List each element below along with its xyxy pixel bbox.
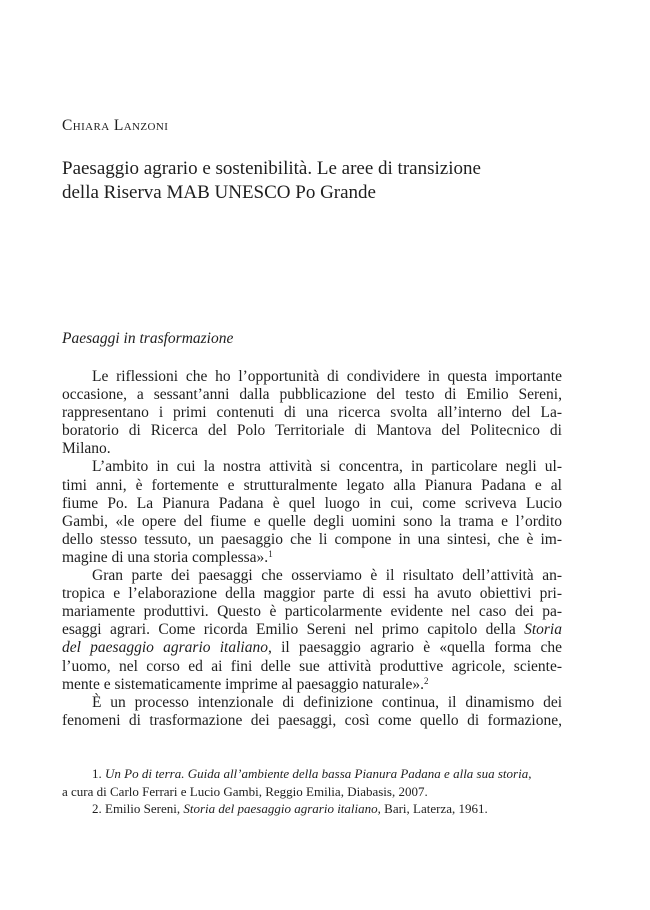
- text-line: [62, 549, 562, 567]
- text-segment: mente e sistematicamente imprime al paesaggio naturale».: [62, 675, 424, 693]
- footnote-text: ,: [528, 766, 532, 781]
- book-title: del paesaggio agrario italiano: [62, 639, 268, 657]
- text-line: timi anni, è fortemente e strutturalmente legato alla Pianura Padana e al: [62, 476, 562, 494]
- footnote-text: , Bari, Laterza, 1961.: [377, 801, 488, 816]
- text-line: Milano.: [62, 440, 111, 458]
- text-segment: magine di una storia complessa».: [62, 548, 269, 566]
- body-text: [62, 368, 562, 730]
- footnote-number: 2. Emilio Sereni,: [92, 801, 184, 816]
- text-line: mariamente produttivi. Questo è particolarmente evidente nel caso dei pa-: [62, 603, 562, 621]
- text-line: [62, 621, 562, 639]
- footnote-ref[interactable]: 1: [268, 548, 273, 559]
- text-line: rappresentano i primi contenuti di una ricerca svolta all’interno del La-: [62, 404, 562, 422]
- footnotes: [62, 765, 562, 818]
- text-line: È un processo intenzionale di definizione continua, il dinamismo dei: [92, 693, 562, 711]
- text-segment: , il paesaggio agrario è «quella forma che: [267, 639, 563, 657]
- text-line: L’ambito in cui la nostra attività si concentra, in particolare negli ul-: [92, 458, 562, 476]
- text-line: Le riflessioni che ho l’opportunità di condividere in questa importante: [92, 368, 562, 385]
- author-name: Chiara Lanzoni: [62, 117, 169, 134]
- text-line: Gran parte dei paesaggi che osserviamo è il risultato dell’attività an-: [92, 567, 562, 585]
- title-line: Paesaggio agrario e sostenibilità. Le aree di transizione: [62, 158, 481, 179]
- section-heading: Paesaggi in trasformazione: [62, 330, 234, 347]
- text-line: tropica e l’elaborazione della maggior parte di essi ha avuto obiettivi pri-: [62, 585, 562, 603]
- footnote-2: [62, 800, 562, 818]
- article-title: [62, 157, 562, 205]
- book-title: Storia: [524, 621, 562, 639]
- text-line: Gambi, «le opere del fiume e quelle degli uomini sono la trama e l’ordito: [62, 512, 562, 530]
- text-line: l’uomo, nel corso ed ai fini delle sue attività produttive agricole, sciente-: [62, 657, 562, 675]
- text-line: [62, 676, 562, 694]
- footnote-title: Storia del paesaggio agrario italiano: [183, 801, 378, 816]
- footnote-ref[interactable]: 2: [423, 675, 429, 686]
- text-line: boratorio di Ricerca del Polo Territoriale di Mantova del Politecnico di: [62, 422, 562, 440]
- text-line: dello stesso tessuto, un paesaggio che li compone in una sintesi, che è im-: [62, 530, 562, 548]
- footnote-1: [62, 765, 562, 783]
- text-line: fenomeni di trasformazione dei paesaggi, così come quello di formazione,: [62, 711, 562, 729]
- footnote-number: 1.: [92, 766, 105, 781]
- title-line: della Riserva MAB UNESCO Po Grande: [62, 182, 376, 203]
- text-line: fiume Po. La Pianura Padana è quel luogo in cui, come scriveva Lucio: [62, 494, 562, 512]
- footnote-1-cont: a cura di Carlo Ferrari e Lucio Gambi, Reggio Emilia, Diabasis, 2007.: [62, 783, 428, 799]
- text-line: occasione, a sessant’anni dalla pubblicazione del testo di Emilio Sereni,: [62, 386, 562, 404]
- text-line: [62, 639, 562, 657]
- text-segment: esaggi agrari. Come ricorda Emilio Sereni nel primo capitolo della: [62, 621, 525, 639]
- footnote-title: Un Po di terra. Guida all’ambiente della bassa Pianura Padana e alla sua storia: [105, 766, 529, 781]
